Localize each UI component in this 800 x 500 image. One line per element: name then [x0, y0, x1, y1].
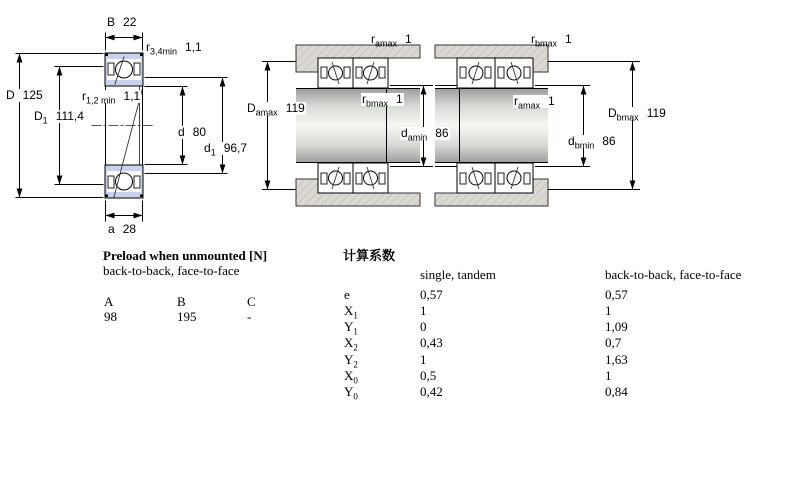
factor-row-single: 0 — [420, 319, 427, 334]
dim-label-d1: $d_1$ 96,7 — [204, 141, 248, 158]
factor-row-label: $Y_0$ — [344, 384, 358, 402]
factor-row-single: 0,43 — [420, 335, 443, 350]
factors-col-single: single, tandem — [420, 267, 496, 282]
factor-row-pair: 1 — [605, 303, 612, 318]
bearing-pair-bottom — [457, 163, 533, 193]
dim-label-D1: $D_1$ 111,4 — [34, 109, 84, 126]
factor-row-single: 0,5 — [420, 368, 437, 383]
preload-value-c: - — [247, 309, 252, 324]
factor-row-single: 0,57 — [420, 287, 443, 302]
dim-label-outer-diameter-D: D 125 — [6, 88, 43, 102]
bearing-pair-top — [457, 58, 533, 88]
factor-row-label: $X_0$ — [344, 368, 358, 386]
factor-row-pair: 0,84 — [605, 384, 628, 399]
dim-label-width-B: B 22 — [107, 15, 137, 29]
dim-label-rbmax-b: $r_{bmax}$ 1 — [531, 32, 572, 49]
preload-table-subtitle: back-to-back, face-to-face — [103, 263, 240, 278]
figure-mounting-b — [435, 45, 640, 206]
preload-table-title: Preload when unmounted [N] — [103, 248, 268, 263]
factor-row-label: $X_2$ — [344, 335, 358, 353]
dim-label-ramax-a: $r_{amax}$ 1 — [371, 32, 412, 49]
bearing-pair-bottom — [318, 163, 388, 193]
dim-label-a: a 28 — [108, 222, 137, 236]
dim-label-dbmin: $d_{bmin}$ 86 — [568, 134, 616, 151]
dim-label-Dbmax: $D_{bmax}$ 119 — [608, 106, 666, 123]
dim-label-rbmax-a: $r_{bmax}$ 1 — [362, 92, 403, 109]
factors-col-pair: back-to-back, face-to-face — [605, 267, 742, 282]
factor-row-label: $Y_2$ — [344, 352, 358, 370]
factor-row-single: 0,42 — [420, 384, 443, 399]
preload-col-b: B — [177, 294, 186, 309]
dim-label-r34min: $r_{3,4min}$ 1,1 — [146, 40, 202, 57]
dim-label-Damax: $D_{amax}$ 119 — [247, 101, 305, 118]
dim-label-damin: $d_{amin}$ 86 — [401, 126, 449, 143]
preload-value-b: 195 — [177, 309, 197, 324]
factor-row-single: 1 — [420, 352, 427, 367]
dim-label-r12min: $r_{1,2 min}$ 1,1 — [82, 89, 141, 106]
factors-table-title: 计算系数 — [343, 248, 396, 263]
factor-row-label: e — [344, 287, 350, 302]
bearing-top-section — [105, 53, 143, 86]
factor-row-single: 1 — [420, 303, 427, 318]
dim-label-ramax-b: $r_{amax}$ 1 — [514, 94, 555, 111]
factor-row-label: $X_1$ — [344, 303, 358, 321]
factor-row-pair: 1 — [605, 368, 612, 383]
factor-row-pair: 0,7 — [605, 335, 622, 350]
factor-row-pair: 1,63 — [605, 352, 628, 367]
preload-col-a: A — [104, 294, 114, 309]
factor-row-pair: 1,09 — [605, 319, 628, 334]
factor-row-label: $Y_1$ — [344, 319, 358, 337]
bearing-pair-top — [318, 58, 388, 88]
preload-value-a: 98 — [104, 309, 117, 324]
dim-label-bore-d: d 80 — [178, 125, 207, 139]
bearing-bottom-section — [105, 165, 143, 198]
preload-col-c: C — [247, 294, 256, 309]
factor-row-pair: 0,57 — [605, 287, 628, 302]
